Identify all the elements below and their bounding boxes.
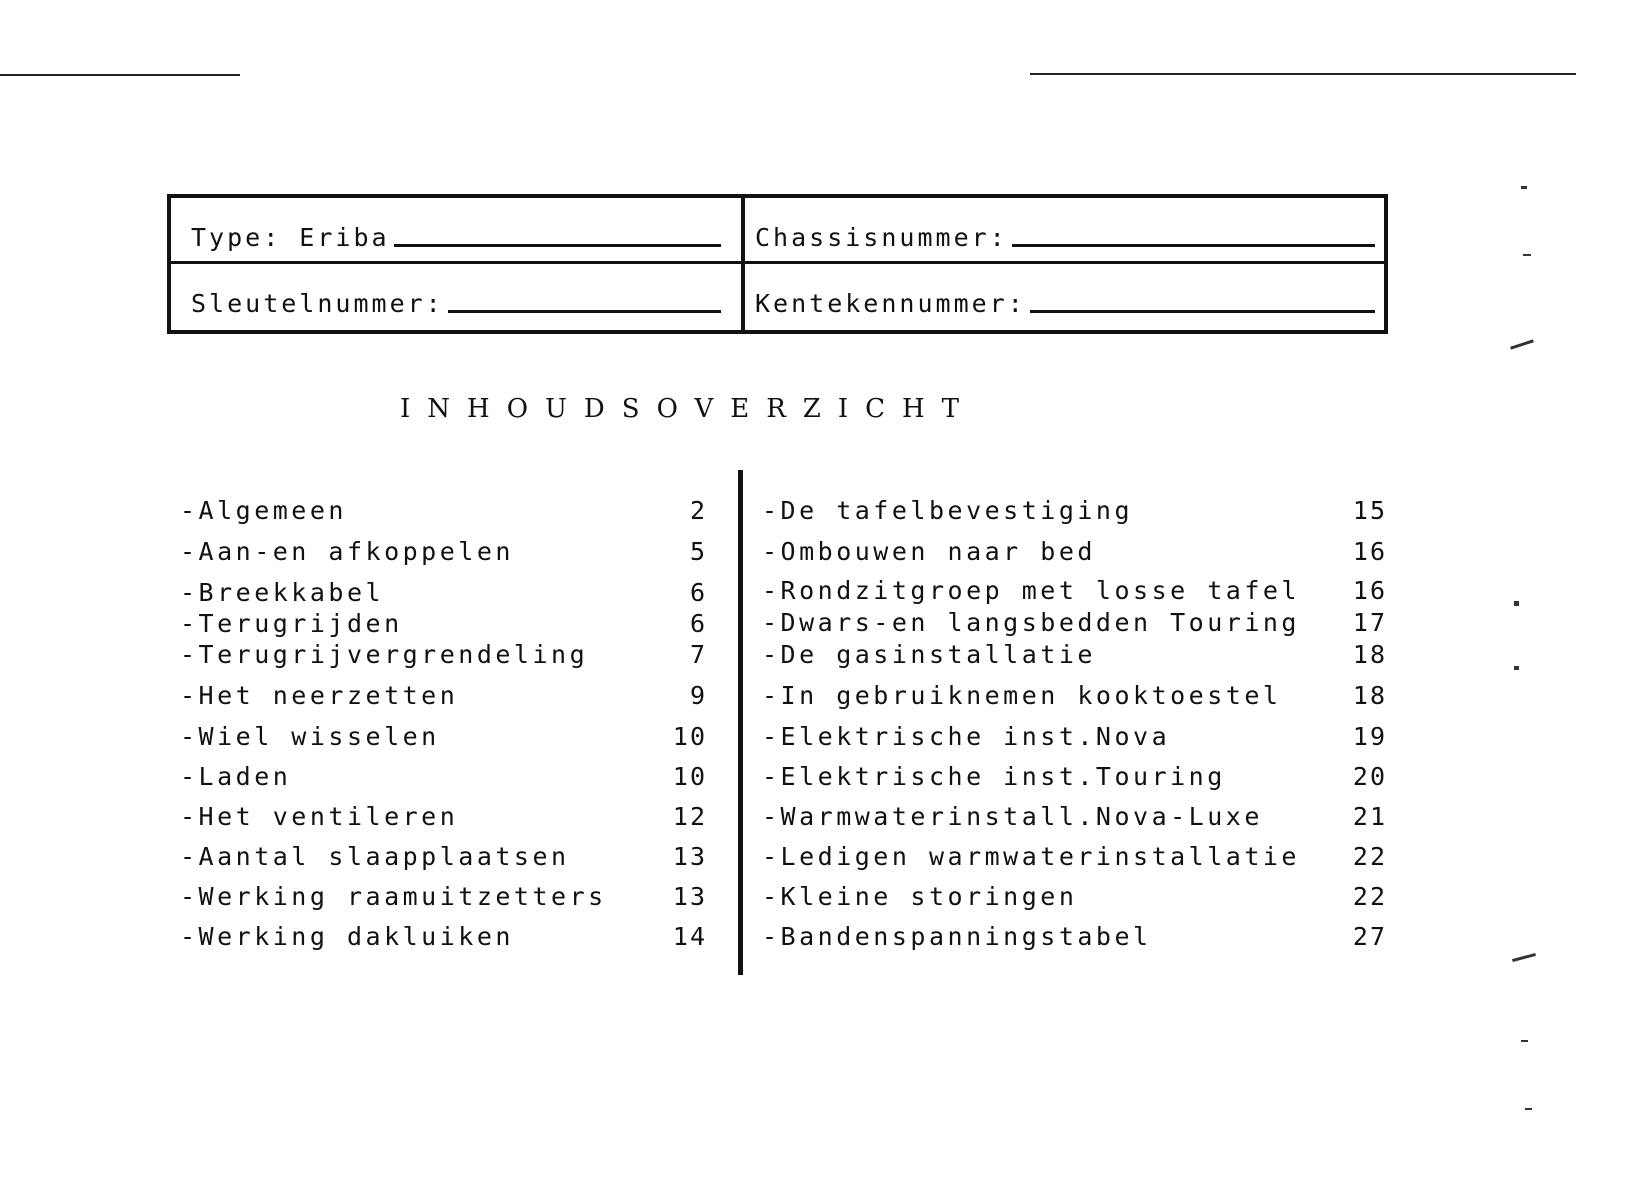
toc-entry-label: -Ledigen warmwaterinstallatie (762, 842, 1300, 871)
toc-entry-page: 22 (1352, 882, 1387, 911)
toc-entry-label: -In gebruiknemen kooktoestel (762, 681, 1282, 710)
toc-entry-page: 10 (672, 722, 707, 751)
toc-entry-label: -Laden (180, 762, 292, 791)
toc-entry-page: 13 (672, 882, 707, 911)
toc-entry-label: -Aan-en afkoppelen (180, 537, 514, 566)
toc-entry-page: 15 (1352, 496, 1387, 525)
toc-entry-page: 12 (672, 802, 707, 831)
toc-entry-page: 22 (1352, 842, 1387, 871)
toc-title: INHOUDSOVERZICHT (400, 394, 977, 424)
scan-mark (1514, 666, 1519, 670)
toc-entry-page: 5 (689, 537, 707, 566)
toc-entry-page: 18 (1352, 681, 1387, 710)
toc-entry-label: -Werking dakluiken (180, 922, 514, 951)
toc-entry-page: 14 (672, 922, 707, 951)
type-label: Type: Eriba (191, 223, 390, 252)
toc-entry-label: -Kleine storingen (762, 882, 1078, 911)
toc-entry-label: -Elektrische inst.Touring (762, 762, 1226, 791)
chassis-blank-line (1012, 244, 1375, 247)
toc-entry-label: -Wiel wisselen (180, 722, 440, 751)
top-right-rule (1030, 73, 1576, 75)
toc-entry-page: 17 (1352, 608, 1387, 637)
chassis-field (755, 218, 1375, 252)
plate-label: Kentekennummer: (755, 289, 1026, 318)
type-blank-line (394, 244, 721, 247)
vehicle-info-form (167, 194, 1388, 334)
type-field (191, 218, 721, 252)
scan-mark (1525, 1108, 1532, 1110)
key-field (191, 284, 721, 318)
toc-entry-label: -Werking raamuitzetters (180, 882, 607, 911)
scan-mark (1510, 339, 1534, 349)
toc-entry-page: 16 (1352, 537, 1387, 566)
scan-mark (1512, 953, 1536, 962)
toc-entry-page: 16 (1352, 576, 1387, 605)
toc-entry-page: 6 (689, 609, 707, 638)
toc-entry-page: 9 (689, 681, 707, 710)
form-column-divider (741, 198, 745, 330)
toc-entry-label: -Terugrijden (180, 609, 403, 638)
toc-entry-page: 2 (689, 496, 707, 525)
toc-entry-label: -Het neerzetten (180, 681, 459, 710)
toc-entry-label: -Terugrijvergrendeling (180, 640, 589, 669)
toc-entry-label: -Aantal slaapplaatsen (180, 842, 570, 871)
form-row-divider (171, 261, 1384, 264)
scan-mark (1523, 254, 1531, 256)
top-left-rule (0, 74, 240, 76)
toc-entry-label: -Elektrische inst.Nova (762, 722, 1171, 751)
toc-entry-label: -Breekkabel (180, 578, 385, 607)
toc-entry-page: 18 (1352, 640, 1387, 669)
toc-entry-page: 13 (672, 842, 707, 871)
toc-entry-page: 27 (1352, 922, 1387, 951)
key-label: Sleutelnummer: (191, 289, 444, 318)
toc-entry-label: -Dwars-en langsbedden Touring (762, 608, 1300, 637)
plate-blank-line (1030, 310, 1375, 313)
toc-entry-label: -Het ventileren (180, 802, 459, 831)
toc-entry-label: -Rondzitgroep met losse tafel (762, 576, 1300, 605)
toc-entry-page: 6 (689, 578, 707, 607)
toc-entry-label: -De gasinstallatie (762, 640, 1096, 669)
toc-entry-page: 7 (689, 640, 707, 669)
toc-entry-label: -De tafelbevestiging (762, 496, 1134, 525)
toc-entry-label: -Ombouwen naar bed (762, 537, 1096, 566)
toc-entry-page: 19 (1352, 722, 1387, 751)
scan-mark (1514, 601, 1519, 606)
toc-entry-label: -Warmwaterinstall.Nova-Luxe (762, 802, 1263, 831)
toc-entry-label: -Bandenspanningstabel (762, 922, 1152, 951)
toc-entry-page: 20 (1352, 762, 1387, 791)
toc-entry-label: -Algemeen (180, 496, 347, 525)
plate-field (755, 284, 1375, 318)
key-blank-line (448, 310, 721, 313)
toc-entry-page: 10 (672, 762, 707, 791)
scan-mark (1521, 1040, 1528, 1042)
chassis-label: Chassisnummer: (755, 223, 1008, 252)
toc-entry-page: 21 (1352, 802, 1387, 831)
scan-mark (1521, 186, 1527, 189)
toc-column-divider (738, 470, 743, 975)
